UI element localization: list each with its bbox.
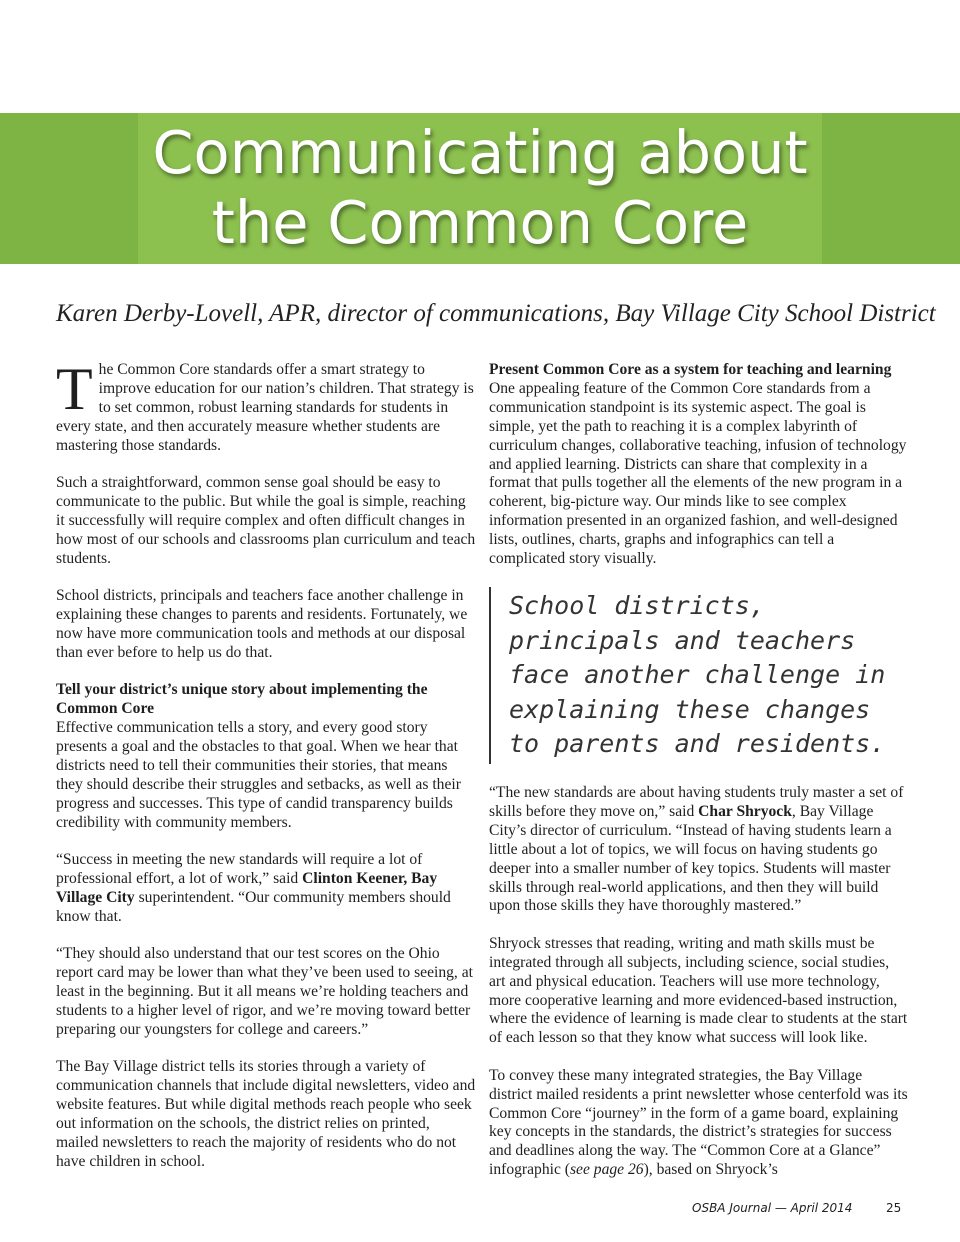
quote-text: superintendent. “Our community members should know that. [56,888,451,925]
paragraph-text: Effective communication tells a story, and every good story presents a goal and the obstacles to that goal. When we hear that districts need to tell their communities their stories, that means they should describe their struggles and setbacks, as well as their progress and successes. This type of candid transparency builds credibility with community members. [56,719,461,831]
paragraph: Shryock stresses that reading, writing and math skills must be integrated through all subjects, including science, social studies, art and physical education. Teachers will use more technology, more cooperative learning and more evidenced-based instruction, where the evidence of learning is made clear to students at the start of each lesson so that they know what success will look like. [489,934,908,1047]
drop-cap: T [56,356,93,422]
right-column [489,361,909,1199]
article-title-line-2: the Common Core [211,188,749,257]
paragraph [489,1067,909,1180]
page-number: 25 [886,1201,902,1215]
quote-text: “Success in meeting the new standards will require a lot of professional effort, a lot of work,” said [56,850,423,887]
quote-text: , Bay Village City’s director of curriculum. “Instead of having students learn a little about a lot of topics, we will focus on having students go deeper into a smaller number of key topics. Students will master skills through real-world applications, and then they will build upon those skills they have thoroughly mastered.” [489,802,892,915]
quote-paragraph [56,851,476,927]
paragraph: “They should also understand that our test scores on the Ohio report card may be lower than what they’ve been used to seeing, at least in the beginning. But it all means we’re holding teachers and students to a higher level of rigor, and we’re moving toward better preparing our youngsters for college and careers.” [56,945,473,1038]
footer-journal-title: OSBA Journal — April 2014 [692,1201,853,1215]
left-column [56,356,476,1190]
intro-paragraph [56,356,476,456]
paragraph-text: ), based on Shryock’s [643,1161,778,1179]
organization-name: Bay Village City [56,869,438,906]
quote-paragraph [489,784,909,916]
article-title [0,118,960,258]
separator: , [403,869,412,887]
paragraph-text: One appealing feature of the Common Core standards from a communication standpoint is its systemic aspect. The goal is simple, yet the path to reaching it is a complex labyrinth of curriculum changes, collaborative teaching, infusion of technology and applied learning. Districts can share that complexity in a format that pulls together all the elements of the new program in a coherent, big-picture way. Our minds like to see complex information presented in an organized fashion, and well-designed lists, outlines, charts, graphs and infographics can tell a complicated story visually. [489,379,907,568]
paragraph: Such a straightforward, common sense goal should be easy to communicate to the public. But while the goal is simple, reaching it successfully will require complex and often difficult changes in how most of our schools and classrooms plan curriculum and teach students. [56,474,476,567]
author-byline: Karen Derby-Lovell, APR, director of communications, Bay Village City School District [56,300,936,327]
section-heading: Present Common Core as a system for teaching and learning [489,361,892,378]
article-title-line-1: Communicating about [152,118,808,187]
person-name: Char Shryock [698,802,792,820]
section-heading: Tell your district’s unique story about implementing the Common Core [56,681,428,718]
pull-quote: School districts, principals and teachers face another challenge in explaining these changes to parents and residents. [489,587,909,764]
quote-text: “The new standards are about having students truly master a set of skills before they move on,” said [489,783,904,820]
intro-text: he Common Core standards offer a smart strategy to improve education for our nation’s children. That strategy is to set common, robust learning standards for students in every state, and then accurately measure whether students are mastering those standards. [56,361,474,454]
paragraph-text: To convey these many integrated strategies, the Bay Village district mailed residents a print newsletter whose centerfold was its Common Core “journey” in the form of a game board, explaining key concepts in the standards, the district’s strategies for success and deadlines along the way. The “Common Core at a Glance” infographic ( [489,1066,908,1179]
person-name: Clinton Keener [302,869,404,887]
section-story [56,681,476,832]
section-system [489,361,909,569]
paragraph: The Bay Village district tells its stories through a variety of communication channels that include digital newsletters, video and website features. But while digital methods reach people who seek out information on the schools, the district relies on printed, mailed newsletters to reach the majority of residents who do not have children in school. [56,1058,476,1170]
paragraph: School districts, principals and teachers face another challenge in explaining these changes to parents and residents. Fortunately, we now have more communication tools and methods at our disposal than ever before to help us do that. [56,587,468,661]
page-reference-link[interactable]: see page 26 [569,1161,644,1179]
